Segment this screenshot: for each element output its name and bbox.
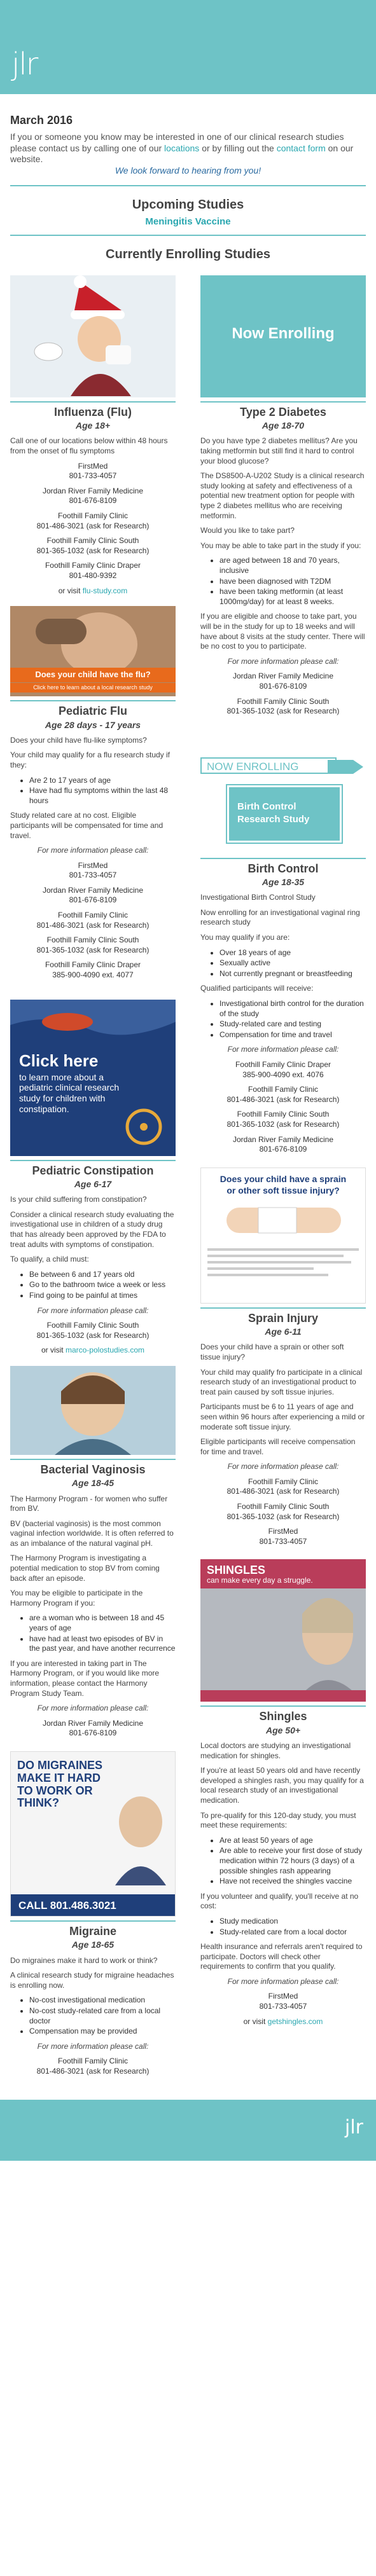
newsletter-date: March 2016 <box>10 114 73 127</box>
study-age: Age 6-17 <box>74 1179 112 1190</box>
study-sprain-injury: Does your child have a sprain or other soft tissue injury? Sprain Injury Age 6-11 Does your child have a sprain or other soft tissue injury? Your child may qualify fro participate in a clinical research study of an investigational product to treat pain caused by soft tissue injuries. Participants must be 6 to 11 years of age and seen within 96 hours after experiencing a mild or moderate soft tissue injury. Eligible participants will receive compensation for time and travel. For more information please call: Foothill Family Clinic 801-486-3021 (ask for Research) Foothill Family Clinic South 801-365-1032 (ask for Research) FirstMed 801-733-4057 <box>200 1167 366 1547</box>
contact-block: Jordan River Family Medicine 801-676-8109 <box>42 1718 144 1738</box>
contact-block: Foothill Family Clinic South 801-365-1032 (ask for Research) <box>36 1321 150 1340</box>
study-birth-control: NOW ENROLLING Birth Control Research Study Birth Control Age 18-35 Investigational Birth Control Study Now enrolling for an investigational vaginal ring research study You may qualify if you are: • Over 18 years of age • Sexually active • Not currently pregnant or breastfeeding Qualified participants will receive: • Investigational birth control for the duration of the study • Study-related care and testing • Compensation for time and travel For more information please call: Foothill Family Clinic Draper 385-900-4090 ext. 4076 Foothill Family Clinic 801-486-3021 (ask for Research) Foothill Family Clinic South 801-365-1032 (ask for Research) Jordan River Family Medicine 801-676-8109 <box>200 755 366 1155</box>
contact-block: Foothill Family Clinic 801-486-3021 (ask for Research) <box>36 511 150 530</box>
study-flu: Influenza (Flu) Age 18+ Call one of our locations below within 48 hours from the onset of flu symptoms FirstMed 801-733-4057 Jordan River Family Medicine 801-676-8109 Foothill Family Clinic 801-486-3021 (ask for Research) Foothill Family Clinic South 801-365-1032 (ask for Research) Foothill Family Clinic Draper 801-480-9392 or visit flu-study.com <box>10 275 176 596</box>
criteria-list: • are a woman who is between 18 and 45 years of age • have had at least two episodes of BV in the past year, and have another recurrence <box>29 1613 176 1653</box>
contact-block: Foothill Family Clinic Draper 385-900-4090 ext. 4076 <box>235 1060 331 1079</box>
intro-text: If you or someone you know may be interested in one of our clinical research studies please contact us by calling one of our locations or by filling out the contact form on our website. <box>10 132 354 165</box>
header-banner <box>0 0 376 94</box>
criteria-list: • No-cost investigational medication • No-cost study-related care from a local doctor • Compensation may be provided <box>29 1995 176 2036</box>
pediatric-flu-image[interactable]: Does your child have the flu? Click here to learn about a local research study <box>10 606 176 696</box>
birth-control-image[interactable]: NOW ENROLLING Birth Control Research Study <box>200 755 366 854</box>
study-age: Age 18-65 <box>71 1939 115 1950</box>
contact-block: Foothill Family Clinic 801-486-3021 (ask for Research) <box>36 911 150 930</box>
shingles-image[interactable]: SHINGLES can make every day a struggle. <box>200 1559 366 1702</box>
contact-block: Foothill Family Clinic 801-486-3021 (ask for Research) <box>36 2056 150 2076</box>
study-title: Birth Control <box>200 858 366 876</box>
contact-block: FirstMed 801-733-4057 <box>259 1992 307 2011</box>
upcoming-title: Upcoming Studies <box>132 198 244 212</box>
intro-section <box>0 94 376 181</box>
contact-block: Foothill Family Clinic 801-486-3021 (ask for Research) <box>226 1085 340 1104</box>
contact-block: FirstMed 801-733-4057 <box>259 1527 307 1546</box>
sprain-image[interactable]: Does your child have a sprain or other soft tissue injury? <box>200 1167 366 1304</box>
contact-block: FirstMed 801-733-4057 <box>69 461 117 481</box>
flu-study-link[interactable]: flu-study.com <box>82 586 128 595</box>
study-age: Age 28 days - 17 years <box>45 719 141 730</box>
study-bacterial-vaginosis: Bacterial Vaginosis Age 18-45 The Harmony Program - for women who suffer from BV. BV (bacterial vaginosis) is the most common vaginal infection worldwide. It is often referred to as an imbalance of the natural vaginal pH. The Harmony Program is investigating a potential medication to stop BV from coming back after an episode. You may be eligible to participate in the Harmony Program if you: • are a woman who is between 18 and 45 years of age • have had at least two episodes of BV in the past year, and have another recurrence If you are interested in taking part in The Harmony Program, or if you would like more information, please contact the Harmony Program Study Team. For more information please call: Jordan River Family Medicine 801-676-8109 <box>10 1366 176 1739</box>
study-title: Pediatric Flu <box>10 700 176 719</box>
contact-block: Jordan River Family Medicine 801-676-8109 <box>42 885 144 905</box>
contact-block: Jordan River Family Medicine 801-676-8109 <box>232 672 334 691</box>
contact-block: Foothill Family Clinic South 801-365-1032 (ask for Research) <box>226 696 340 716</box>
contact-block: Foothill Family Clinic South 801-365-1032 (ask for Research) <box>36 536 150 555</box>
contact-block: Jordan River Family Medicine 801-676-8109 <box>232 1134 334 1154</box>
criteria-list: • Are 2 to 17 years of age • Have had flu symptoms within the last 48 hours <box>29 776 176 806</box>
diabetes-image[interactable]: Now Enrolling <box>200 275 366 397</box>
marco-polo-link[interactable]: marco-polostudies.com <box>65 1346 145 1355</box>
jlr-logo[interactable]: jlr <box>11 46 38 82</box>
study-age: Age 18-70 <box>261 420 305 431</box>
contact-block: FirstMed 801-733-4057 <box>69 860 117 880</box>
study-age: Age 18+ <box>75 420 111 431</box>
benefits-list: • Investigational birth control for the duration of the study • Study-related care and testing • Compensation for time and travel <box>219 999 366 1040</box>
left-column <box>10 275 176 2087</box>
contact-form-link[interactable]: contact form <box>276 142 326 153</box>
study-title: Pediatric Constipation <box>10 1160 176 1178</box>
hear-from-you: We look forward to hearing from you! <box>115 165 261 176</box>
criteria-list: • are aged between 18 and 70 years, inclusive • have been diagnosed with T2DM • have been taking metformin (at least 1000mg/day) for at least 8 weeks. <box>219 556 366 607</box>
contact-block: Foothill Family Clinic South 801-365-1032 (ask for Research) <box>226 1110 340 1129</box>
study-constipation: Click here to learn more about a pediatric clinical research study for children with constipation. Pediatric Constipation Age 6-17 Is your child suffering from constipation? Consider a clinical research study evaluating the investigational use in children of a study drug that has already been approved by the FDA to treat adults with symptoms of constipation. To qualify, a child must: • Be between 6 and 17 years old • Go to the bathroom twice a week or less • Find going to be painful at times For more information please call: Foothill Family Clinic South 801-365-1032 (ask for Research) or visit marco-polostudies.com <box>10 1000 176 1356</box>
benefits-list: • Study medication • Study-related care from a local doctor <box>219 1917 366 1937</box>
enrolling-title: Currently Enrolling Studies <box>106 247 270 261</box>
upcoming-item[interactable]: Meningitis Vaccine <box>145 216 231 228</box>
study-title: Influenza (Flu) <box>10 401 176 420</box>
footer-banner <box>0 2100 376 2161</box>
contact-block: Jordan River Family Medicine 801-676-8109 <box>42 486 144 506</box>
study-title: Migraine <box>10 1920 176 1939</box>
criteria-list: • Are at least 50 years of age • Are able to receive your first dose of study medication within 72 hours (3 days) of a possible shingles rash appearing • Have not received the shingles vaccine <box>219 1836 366 1887</box>
constipation-image[interactable]: Click here to learn more about a pediatric clinical research study for children with constipation. <box>10 1000 176 1156</box>
footer-logo[interactable]: jlr <box>344 2116 363 2139</box>
study-age: Age 18-35 <box>261 877 305 888</box>
bv-image[interactable] <box>10 1366 176 1455</box>
criteria-list: • Over 18 years of age • Sexually active • Not currently pregnant or breastfeeding <box>219 948 366 979</box>
right-column <box>200 275 366 2087</box>
criteria-list: • Be between 6 and 17 years old • Go to the bathroom twice a week or less • Find going to be painful at times <box>29 1270 176 1301</box>
divider <box>10 235 366 236</box>
study-title: Bacterial Vaginosis <box>10 1459 176 1477</box>
study-shingles: SHINGLES can make every day a struggle. Shingles Age 50+ Local doctors are studying an investigational medication for shingles. If you're at least 50 years old and have recently developed a shingles rash, you may qualify for a local research study of an investigational medication. To pre-qualify for this 120-day study, you must meet these requirements: • Are at least 50 years of age • Are able to receive your first dose of study medication within 72 hours (3 days) of a possible shingles rash appearing • Have not received the shingles vaccine If you volunteer and qualify, you'll receive at no cost: • Study medication • Study-related care from a local doctor Health insurance and referrals aren't required to participate. Doctors will check other requirements to confirm that you qualify. For more information please call: FirstMed 801-733-4057 or visit getshingles.com <box>200 1559 366 2027</box>
locations-link[interactable]: locations <box>164 142 200 153</box>
study-age: Age 50+ <box>265 1725 301 1735</box>
contact-block: Foothill Family Clinic Draper 385-900-4090 ext. 4077 <box>45 960 141 980</box>
study-migraine: DO MIGRAINES MAKE IT HARD TO WORK OR THINK? CALL 801.486.3021 Migraine Age 18-65 Do migraines make it hard to work or think? A clinical research study for migraine headaches is enrolling now. • No-cost investigational medication • No-cost study-related care from a local doctor • Compensation may be provided For more information please call: Foothill Family Clinic 801-486-3021 (ask for Research) <box>10 1751 176 2077</box>
study-age: Age 18-45 <box>71 1478 115 1489</box>
study-type2-diabetes: Now Enrolling Type 2 Diabetes Age 18-70 Do you have type 2 diabetes mellitus? Are you taking metformin but still find it hard to control your blood glucose? The DS8500-A-U202 Study is a clinical research study looking at safety and effectiveness of a potential new treatment option for people with type 2 diabetes mellitus who are receiving metformin. Would you like to take part? You may be able to take part in the study if you: • are aged between 18 and 70 years, inclusive • have been diagnosed with T2DM • have been taking metformin (at least 1000mg/day) for at least 8 weeks. If you are eligible and choose to take part, you will be in the study for up to 18 weeks and will have about 8 visits at the study center. There will be no cost to you to participate. For more information please call: Jordan River Family Medicine 801-676-8109 Foothill Family Clinic South 801-365-1032 (ask for Research) <box>200 275 366 717</box>
getshingles-link[interactable]: getshingles.com <box>267 2016 323 2026</box>
study-title: Shingles <box>200 1705 366 1724</box>
migraine-image[interactable]: DO MIGRAINES MAKE IT HARD TO WORK OR THINK? CALL 801.486.3021 <box>10 1751 176 1917</box>
flu-image[interactable] <box>10 275 176 397</box>
contact-block: Foothill Family Clinic 801-486-3021 (ask for Research) <box>226 1477 340 1496</box>
study-age: Age 6-11 <box>265 1326 302 1337</box>
contact-block: Foothill Family Clinic South 801-365-1032 (ask for Research) <box>36 935 150 954</box>
divider <box>10 185 366 186</box>
contact-block: Foothill Family Clinic South 801-365-1032 (ask for Research) <box>226 1502 340 1521</box>
study-pediatric-flu: Does your child have the flu? Click here to learn about a local research study Pediatric Flu Age 28 days - 17 years Does your child have flu-like symptoms? Your child may qualify for a flu research study if they: • Are 2 to 17 years of age • Have had flu symptoms within the last 48 hours Study related care at no cost. Eligible participants will be compensated for time and travel. For more information please call: FirstMed 801-733-4057 Jordan River Family Medicine 801-676-8109 Foothill Family Clinic 801-486-3021 (ask for Research) Foothill Family Clinic South 801-365-1032 (ask for Research) Foothill Family Clinic Draper 385-900-4090 ext. 4077 <box>10 606 176 980</box>
contact-block: Foothill Family Clinic Draper 801-480-9392 <box>45 561 141 580</box>
study-title: Sprain Injury <box>200 1307 366 1326</box>
study-title: Type 2 Diabetes <box>200 401 366 420</box>
